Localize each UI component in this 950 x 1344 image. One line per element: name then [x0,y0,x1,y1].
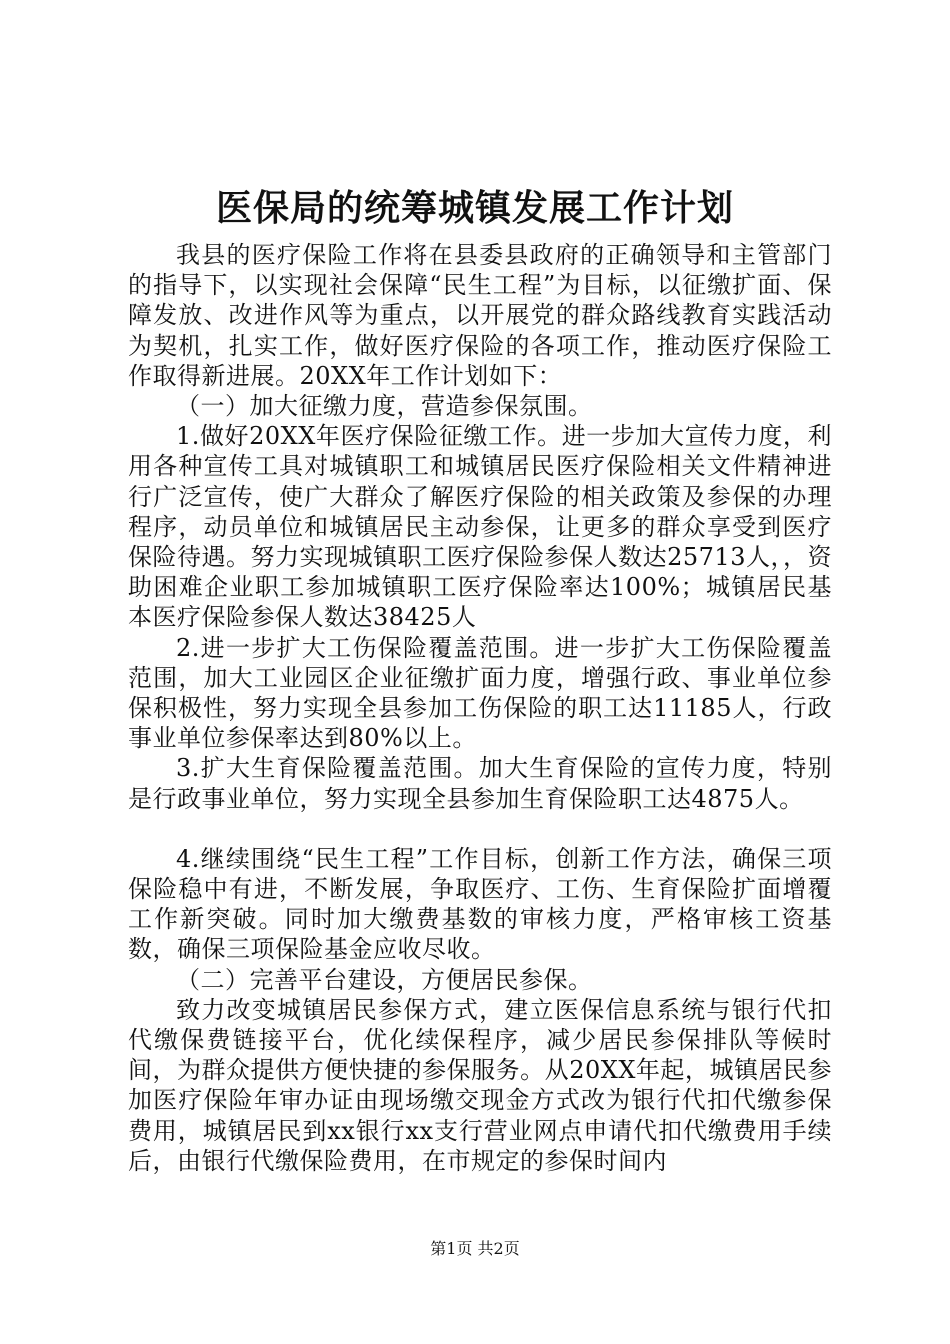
paragraph-intro: 我县的医疗保险工作将在县委县政府的正确领导和主管部门的指导下，以实现社会保障“民生工程”为目标，以征缴扩面、保障发放、改进作风等为重点，以开展党的群众路线教育实践活动为契机，扎实工作，做好医疗保险的各项工作，推动医疗保险工作取得新进展。20XX年工作计划如下： [128,241,832,390]
paragraph-section-two-heading: （二）完善平台建设，方便居民参保。 [176,965,593,994]
paragraph-item-4: 4.继续围绕“民生工程”工作目标，创新工作方法，确保三项保险稳中有进，不断发展，争取医疗、工伤、生育保险扩面增覆工作新突破。同时加大缴费基数的审核力度，严格审核工资基数，确保三项保险基金应收尽收。 [128,844,832,964]
paragraph-section-one-heading: （一）加大征缴力度，营造参保氛围。 [176,392,593,421]
paragraph-item-1: 1.做好20XX年医疗保险征缴工作。进一步加大宣传力度，利用各种宣传工具对城镇职工和城镇居民医疗保险相关文件精神进行广泛宣传，使广大群众了解医疗保险的相关政策及参保的办理程序，动员单位和城镇居民主动参保，让更多的群众享受到医疗保险待遇。努力实现城镇职工医疗保险参保人数达25713人，，资助困难企业职工参加城镇职工医疗保险率达100%；城镇居民基本医疗保险参保人数达38425人 [128,422,832,632]
paragraph-item-3: 3.扩大生育保险覆盖范围。加大生育保险的宣传力度，特别是行政事业单位，努力实现全县参加生育保险职工达4875人。 [128,754,832,813]
paragraph-item-2: 2.进一步扩大工伤保险覆盖范围。进一步扩大工伤保险覆盖范围，加大工业园区企业征缴扩面力度，增强行政、事业单位参保积极性，努力实现全县参加工伤保险的职工达11185人，行政事业单位参保率达到80%以上。 [128,633,832,753]
paragraph-platform: 致力改变城镇居民参保方式，建立医保信息系统与银行代扣代缴保费链接平台，优化续保程序，减少居民参保排队等候时间，为群众提供方便快捷的参保服务。从20XX年起，城镇居民参加医疗保险年审办证由现场缴交现金方式改为银行代扣代缴参保费用，城镇居民到xx银行xx支行营业网点申请代扣代缴费用手续后，由银行代缴保险费用，在市规定的参保时间内 [128,995,832,1175]
document-title: 医保局的统筹城镇发展工作计划 [215,187,734,229]
document-body [128,240,832,1176]
page-footer: 第1页 共2页 [430,1239,520,1258]
